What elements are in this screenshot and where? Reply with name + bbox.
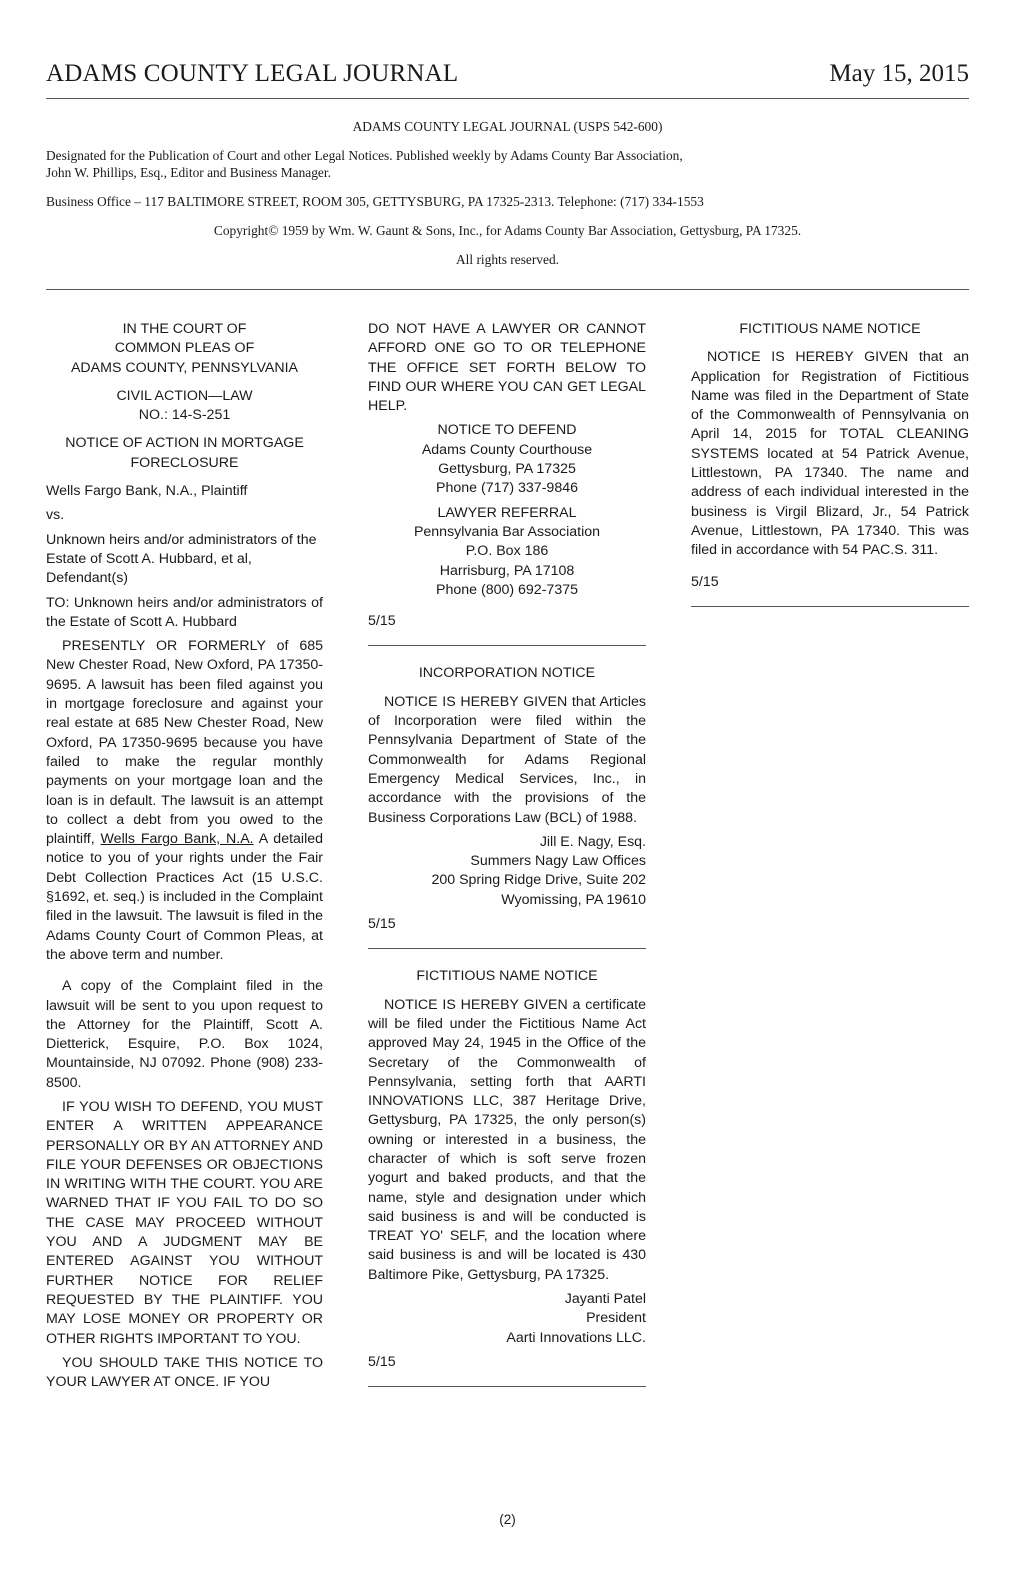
- lawyer-referral-title: LAWYER REFERRAL: [437, 504, 577, 521]
- court-line-1: IN THE COURT OF: [122, 321, 247, 337]
- notice-paragraph-4: YOU SHOULD TAKE THIS NOTICE TO YOUR LAWYER AT ONCE. IF YOU: [46, 1354, 323, 1391]
- issue-date: May 15, 2015: [829, 60, 969, 87]
- page-number: (2): [499, 1512, 516, 1527]
- header-divider: [46, 289, 969, 290]
- column-2: [368, 320, 646, 1405]
- journal-page: [46, 0, 969, 1583]
- column-1: [46, 320, 323, 1392]
- action-type: CIVIL ACTION—LAW: [116, 387, 253, 404]
- incorporation-signature: [368, 833, 646, 910]
- notice-divider: [368, 1386, 646, 1387]
- date-code: 5/15: [368, 613, 396, 630]
- fictitious-name-title: FICTITIOUS NAME NOTICE: [416, 968, 598, 985]
- defend-line-3: Phone (717) 337-9846: [436, 480, 578, 497]
- date-code: 5/15: [368, 1353, 396, 1370]
- incorporation-title: INCORPORATION NOTICE: [418, 665, 596, 682]
- date-code: 5/15: [368, 916, 396, 933]
- fictitious-name-body: NOTICE IS HEREBY GIVEN a certificate will be filed under the Fictitious Name Act approved May 24, 1945 in the Office of the Secretary of the Commonwealth of Pennsylvania, setting forth that AARTI INNOVATIONS LLC, 387 Heritage Drive, Gettysburg, PA 17325, the only person(s) owning or interested in a business, the character of which is soft serve frozen yogurt and baked products, and that the name, style and designation under which said business is and will be conducted is TREAT YO' SELF, and the location where said business is and will be located is 430 Baltimore Pike, Gettysburg, PA 17325.: [368, 996, 646, 1283]
- notice-title-line-1: NOTICE OF ACTION IN MORTGAGE: [65, 435, 304, 452]
- designation-line-1: Designated for the Publication of Court and other Legal Notices. Published weekly by Adams County Bar Association,: [46, 148, 683, 163]
- notice-to-defend-block: [368, 421, 646, 498]
- notice-to-defend-title: NOTICE TO DEFEND: [437, 422, 577, 439]
- copyright: Copyright© 1959 by Wm. W. Gaunt & Sons, Inc., for Adams County Bar Association, Gettysburg, PA 17325.: [213, 223, 802, 238]
- defend-line-1: Adams County Courthouse: [421, 441, 593, 458]
- referral-line-1: Pennsylvania Bar Association: [413, 523, 601, 540]
- signature-line-2: Summers Nagy Law Offices: [470, 853, 646, 870]
- signature-line-1: Jayanti Patel: [564, 1291, 646, 1308]
- fictitious-name-body: NOTICE IS HEREBY GIVEN that an Application for Registration of Fictitious Name was filed in the Department of State of the Commonwealth of Pennsylvania on April 14, 2015 for TOTAL CLEANING SYSTEMS located at 54 Patrick Avenue, Littlestown, PA 17340. The name and address of each individual interested in the business is Virgil Blizard, Jr., 54 Patrick Avenue, Littlestown, PA 17340. This was filed in accordance with 54 PAC.S. 311.: [691, 349, 969, 559]
- signature-line-4: Wyomissing, PA 19610: [501, 891, 646, 908]
- notice-paragraph-1: [46, 637, 323, 965]
- usps-title: ADAMS COUNTY LEGAL JOURNAL (USPS 542-600): [352, 119, 663, 134]
- notice-title-line-2: FORECLOSURE: [130, 454, 239, 471]
- referral-line-2: P.O. Box 186: [465, 543, 549, 560]
- paragraph-1-end: A detailed notice to you of your rights under the Fair Debt Collection Practices Act (15 U.S.C. §1692, et. seq.) is included in the Complaint filed in the lawsuit. The lawsuit is filed in the Adams County Court of Common Pleas, at the above term and number.: [46, 831, 323, 963]
- defend-line-2: Gettysburg, PA 17325: [438, 461, 576, 478]
- notice-divider: [368, 948, 646, 949]
- column-3: [691, 320, 969, 625]
- case-number: NO.: 14-S-251: [138, 407, 231, 424]
- signature-line-1: Jill E. Nagy, Esq.: [539, 833, 646, 850]
- notice-paragraph-2: A copy of the Complaint filed in the lawsuit will be sent to you upon request to the Attorney for the Plaintiff, Scott A. Dietterick, Esquire, P.O. Box 1024, Mountainside, NJ 07092. Phone (908) 233-8500.: [46, 978, 323, 1091]
- rights-reserved: All rights reserved.: [455, 252, 559, 267]
- signature-line-3: 200 Spring Ridge Drive, Suite 202: [431, 872, 646, 889]
- paragraph-1-start: PRESENTLY OR FORMERLY of 685 New Chester Road, New Oxford, PA 17350-9695. A lawsuit has been filed against you in mortgage foreclosure and against your real estate at 685 New Chester Road, New Oxford, PA 17350-9695 because you have failed to make the regular monthly payments on your mortgage loan and the loan is in default. The lawsuit is an attempt to collect a debt from you owed to the plaintiff,: [46, 638, 323, 848]
- publication-info: [46, 118, 969, 268]
- signature-line-3: Aarti Innovations LLC.: [506, 1329, 646, 1346]
- defendants: Unknown heirs and/or administrators of the Estate of Scott A. Hubbard, et al, Defendant(s): [46, 531, 317, 587]
- business-office: Business Office – 117 BALTIMORE STREET, ROOM 305, GETTYSBURG, PA 17325-2313. Telephone: (717) 334-1553: [46, 194, 704, 209]
- court-heading: [46, 320, 323, 378]
- referral-line-3: Harrisburg, PA 17108: [439, 562, 575, 579]
- notice-divider: [368, 645, 646, 646]
- notice-paragraph-4-continued: DO NOT HAVE A LAWYER OR CANNOT AFFORD ONE GO TO OR TELEPHONE THE OFFICE SET FORTH BELOW TO FIND OUR WHERE YOU CAN GET LEGAL HELP.: [368, 321, 646, 415]
- versus: vs.: [46, 507, 65, 524]
- notice-divider: [691, 606, 969, 607]
- referral-line-4: Phone (800) 692-7375: [436, 581, 578, 598]
- court-line-3: ADAMS COUNTY, PENNSYLVANIA: [70, 359, 299, 376]
- designation-text: [46, 147, 969, 181]
- court-line-2: COMMON PLEAS OF: [114, 340, 255, 357]
- fictitious-name-signature: [368, 1290, 646, 1348]
- lawyer-referral-block: [368, 504, 646, 600]
- incorporation-body: NOTICE IS HEREBY GIVEN that Articles of Incorporation were filed within the Pennsylvania Department of State of the Commonwealth for Adams Regional Emergency Medical Services, Inc., in accordance with the provisions of the Business Corporations Law (BCL) of 1988.: [368, 693, 646, 826]
- addressee: TO: Unknown heirs and/or administrators of the Estate of Scott A. Hubbard: [46, 594, 323, 630]
- journal-title: ADAMS COUNTY LEGAL JOURNAL: [46, 60, 459, 87]
- signature-line-2: President: [586, 1310, 646, 1327]
- masthead: [46, 58, 969, 99]
- notice-paragraph-3: IF YOU WISH TO DEFEND, YOU MUST ENTER A WRITTEN APPEARANCE PERSONALLY OR BY AN ATTORNEY AND FILE YOUR DEFENSES OR OBJECTIONS IN WRITING WITH THE COURT. YOU ARE WARNED THAT IF YOU FAIL TO DO SO THE CASE MAY PROCEED WITHOUT YOU AND A JUDGMENT MAY BE ENTERED AGAINST YOU WITHOUT FURTHER NOTICE FOR RELIEF REQUESTED BY THE PLAINTIFF. YOU MAY LOSE MONEY OR PROPERTY OR OTHER RIGHTS IMPORTANT TO YOU.: [46, 1098, 323, 1347]
- notice-title: [46, 434, 323, 473]
- fictitious-name-title: FICTITIOUS NAME NOTICE: [739, 321, 921, 337]
- plaintiff-name-underlined: Wells Fargo Bank, N.A.: [100, 831, 254, 848]
- plaintiff: Wells Fargo Bank, N.A., Plaintiff: [46, 483, 248, 500]
- designation-line-2: John W. Phillips, Esq., Editor and Business Manager.: [46, 165, 331, 180]
- action-heading: [46, 387, 323, 426]
- date-code: 5/15: [691, 573, 719, 590]
